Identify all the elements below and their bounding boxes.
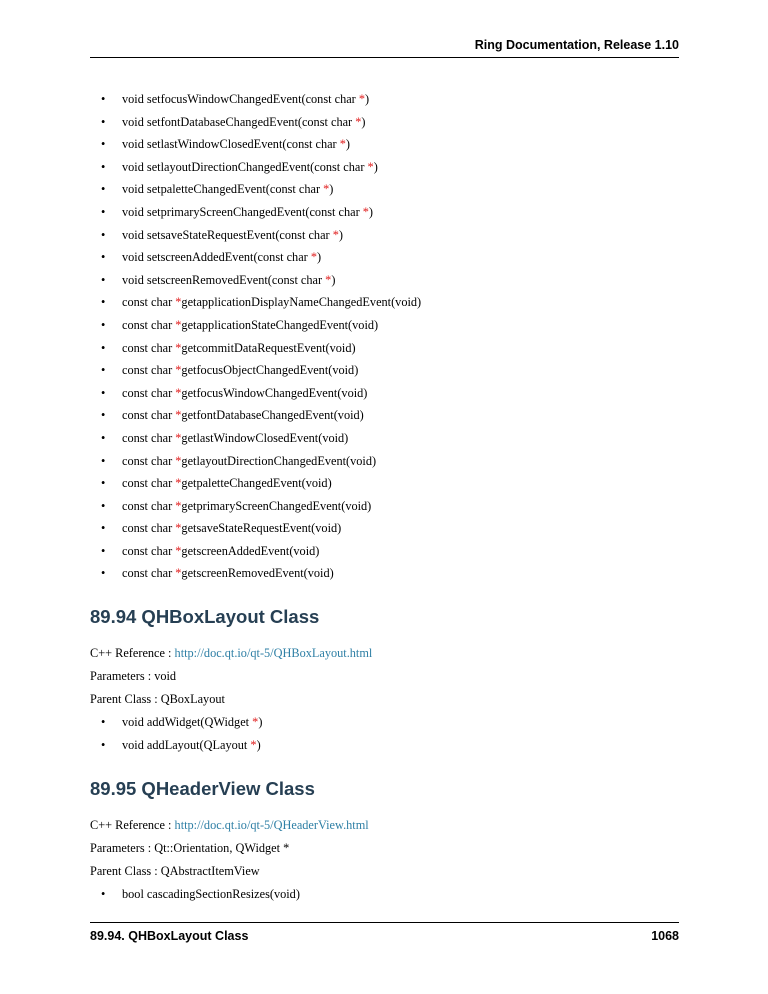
list-item bbox=[90, 472, 679, 495]
method-signature-start: const char bbox=[122, 385, 176, 400]
method-signature-end: ) bbox=[368, 204, 373, 219]
method-signature-start: void setpaletteChangedEvent(const char bbox=[122, 182, 324, 197]
pointer-asterisk: * bbox=[175, 317, 182, 332]
pointer-asterisk: * bbox=[175, 430, 182, 445]
bullet-icon: • bbox=[101, 182, 106, 197]
method-signature-start: void setscreenRemovedEvent(const char bbox=[122, 272, 326, 287]
bullet-icon: • bbox=[101, 430, 106, 445]
method-signature: bool cascadingSectionResizes(void) bbox=[122, 887, 300, 902]
method-signature-start: void addLayout(QLayout bbox=[122, 737, 251, 752]
bullet-icon: • bbox=[101, 114, 106, 129]
method-signature-end: ) bbox=[329, 182, 334, 197]
pointer-asterisk: * bbox=[358, 92, 365, 106]
bullet-icon: • bbox=[101, 92, 106, 106]
list-item bbox=[90, 178, 679, 201]
pointer-asterisk: * bbox=[323, 182, 330, 197]
method-signature-start: void setprimaryScreenChangedEvent(const char bbox=[122, 204, 363, 219]
method-signature-end: getfontDatabaseChangedEvent(void) bbox=[181, 408, 364, 423]
list-item bbox=[90, 404, 679, 427]
method-signature-end: getapplicationDisplayNameChangedEvent(void) bbox=[181, 295, 422, 310]
method-signature-start: const char bbox=[122, 408, 176, 423]
section-heading-qhboxlayout: 89.94 QHBoxLayout Class bbox=[90, 606, 320, 628]
header-rule bbox=[90, 57, 679, 58]
method-signature-start: const char bbox=[122, 566, 176, 581]
cpp-reference-link[interactable]: http://doc.qt.io/qt-5/QHBoxLayout.html bbox=[174, 646, 373, 661]
method-signature-start: void addWidget(QWidget bbox=[122, 715, 253, 730]
cpp-reference-link[interactable]: http://doc.qt.io/qt-5/QHeaderView.html bbox=[174, 818, 369, 833]
pointer-asterisk: * bbox=[339, 137, 346, 152]
method-signature-end: ) bbox=[361, 114, 366, 129]
bullet-icon: • bbox=[101, 137, 106, 152]
method-signature-end: ) bbox=[345, 137, 350, 152]
pointer-asterisk: * bbox=[250, 737, 257, 752]
bullet-icon: • bbox=[101, 887, 106, 902]
page-content bbox=[90, 88, 679, 906]
method-signature-start: void setfontDatabaseChangedEvent(const char bbox=[122, 114, 356, 129]
method-signature-start: void setscreenAddedEvent(const char bbox=[122, 250, 311, 265]
method-signature-end: getfocusWindowChangedEvent(void) bbox=[181, 385, 368, 400]
method-signature-end: getscreenRemovedEvent(void) bbox=[181, 566, 334, 581]
list-item bbox=[90, 201, 679, 224]
cpp-reference bbox=[90, 814, 679, 837]
list-item bbox=[90, 540, 679, 563]
list-item bbox=[90, 883, 679, 906]
page-number: 1068 bbox=[651, 929, 679, 943]
bullet-icon: • bbox=[101, 204, 106, 219]
pointer-asterisk: * bbox=[175, 521, 182, 536]
pointer-asterisk: * bbox=[175, 340, 182, 355]
list-item bbox=[90, 562, 679, 585]
parent-class-line: Parent Class : QAbstractItemView bbox=[90, 864, 260, 879]
method-list bbox=[90, 88, 679, 585]
pointer-asterisk: * bbox=[175, 566, 182, 581]
bullet-icon: • bbox=[101, 543, 106, 558]
pointer-asterisk: * bbox=[175, 363, 182, 378]
method-signature-end: ) bbox=[373, 159, 378, 174]
pointer-asterisk: * bbox=[355, 114, 362, 129]
bullet-icon: • bbox=[101, 498, 106, 513]
parameters-line: Parameters : void bbox=[90, 669, 177, 684]
bullet-icon: • bbox=[101, 408, 106, 423]
method-signature-end: getfocusObjectChangedEvent(void) bbox=[181, 363, 359, 378]
bullet-icon: • bbox=[101, 363, 106, 378]
method-signature-end: ) bbox=[256, 737, 261, 752]
method-signature-start: void setlayoutDirectionChangedEvent(const char bbox=[122, 159, 368, 174]
list-item bbox=[90, 111, 679, 134]
list-item bbox=[90, 291, 679, 314]
bullet-icon: • bbox=[101, 317, 106, 332]
list-item bbox=[90, 133, 679, 156]
pointer-asterisk: * bbox=[310, 250, 317, 265]
bullet-icon: • bbox=[101, 521, 106, 536]
list-item bbox=[90, 427, 679, 450]
method-signature-end: ) bbox=[338, 227, 343, 242]
list-item bbox=[90, 88, 679, 111]
list-item bbox=[90, 359, 679, 382]
list-item bbox=[90, 314, 679, 337]
pointer-asterisk: * bbox=[175, 385, 182, 400]
bullet-icon: • bbox=[101, 476, 106, 491]
method-signature-end: getsaveStateRequestEvent(void) bbox=[181, 521, 342, 536]
method-signature-start: const char bbox=[122, 317, 176, 332]
parent-class-line: Parent Class : QBoxLayout bbox=[90, 692, 225, 707]
method-signature-end: getlayoutDirectionChangedEvent(void) bbox=[181, 453, 377, 468]
method-signature-end: ) bbox=[316, 250, 322, 265]
pointer-asterisk: * bbox=[175, 476, 182, 491]
list-item bbox=[90, 224, 679, 247]
method-signature-end: getlastWindowClosedEvent(void) bbox=[181, 430, 349, 445]
method-signature-end: getcommitDataRequestEvent(void) bbox=[181, 340, 356, 355]
list-item bbox=[90, 495, 679, 518]
parameters-line: Parameters : Qt::Orientation, QWidget * bbox=[90, 841, 290, 856]
pointer-asterisk: * bbox=[362, 204, 369, 219]
list-item bbox=[90, 450, 679, 473]
footer-rule bbox=[90, 922, 679, 923]
method-signature-end: getapplicationStateChangedEvent(void) bbox=[181, 317, 379, 332]
method-signature-start: const char bbox=[122, 498, 176, 513]
bullet-icon: • bbox=[101, 715, 106, 730]
method-signature-start: const char bbox=[122, 295, 176, 310]
list-item bbox=[90, 337, 679, 360]
bullet-icon: • bbox=[101, 340, 106, 355]
pointer-asterisk: * bbox=[175, 498, 182, 513]
method-signature-start: void setsaveStateRequestEvent(const char bbox=[122, 227, 333, 242]
bullet-icon: • bbox=[101, 159, 106, 174]
method-list bbox=[90, 883, 679, 906]
method-signature-end: ) bbox=[365, 92, 370, 106]
method-signature-start: void setlastWindowClosedEvent(const char bbox=[122, 137, 340, 152]
pointer-asterisk: * bbox=[332, 227, 339, 242]
footer-section-title: 89.94. QHBoxLayout Class bbox=[90, 929, 249, 943]
pointer-asterisk: * bbox=[367, 159, 374, 174]
running-header: Ring Documentation, Release 1.10 bbox=[474, 38, 679, 52]
bullet-icon: • bbox=[101, 295, 106, 310]
method-signature-start: const char bbox=[122, 476, 176, 491]
list-item bbox=[90, 269, 679, 292]
bullet-icon: • bbox=[101, 272, 106, 287]
method-signature-end: ) bbox=[331, 272, 336, 287]
method-signature-start: const char bbox=[122, 521, 176, 536]
cpp-reference bbox=[90, 642, 679, 665]
method-signature-start: const char bbox=[122, 430, 176, 445]
method-signature-start: const char bbox=[122, 340, 176, 355]
method-list bbox=[90, 711, 679, 756]
method-signature-start: const char bbox=[122, 363, 176, 378]
section-heading-qheaderview: 89.95 QHeaderView Class bbox=[90, 778, 315, 800]
method-signature-start: const char bbox=[122, 543, 176, 558]
cpp-reference-label: C++ Reference : bbox=[90, 818, 175, 833]
list-item bbox=[90, 246, 679, 269]
pointer-asterisk: * bbox=[175, 453, 182, 468]
list-item bbox=[90, 382, 679, 405]
method-signature-end: getpaletteChangedEvent(void) bbox=[181, 476, 332, 491]
method-signature-end: getprimaryScreenChangedEvent(void) bbox=[181, 498, 372, 513]
bullet-icon: • bbox=[101, 453, 106, 468]
bullet-icon: • bbox=[101, 227, 106, 242]
pointer-asterisk: * bbox=[175, 295, 182, 310]
cpp-reference-label: C++ Reference : bbox=[90, 646, 175, 661]
pointer-asterisk: * bbox=[252, 715, 259, 730]
method-signature-end: ) bbox=[258, 715, 263, 730]
list-item bbox=[90, 156, 679, 179]
method-signature-start: void setfocusWindowChangedEvent(const char bbox=[122, 92, 359, 106]
pointer-asterisk: * bbox=[325, 272, 332, 287]
list-item bbox=[90, 711, 679, 734]
bullet-icon: • bbox=[101, 566, 106, 581]
list-item bbox=[90, 517, 679, 540]
pointer-asterisk: * bbox=[175, 543, 182, 558]
bullet-icon: • bbox=[101, 385, 106, 400]
method-signature-start: const char bbox=[122, 453, 176, 468]
list-item bbox=[90, 734, 679, 757]
bullet-icon: • bbox=[101, 250, 106, 265]
method-signature-end: getscreenAddedEvent(void) bbox=[181, 543, 320, 558]
pointer-asterisk: * bbox=[175, 408, 182, 423]
bullet-icon: • bbox=[101, 737, 106, 752]
